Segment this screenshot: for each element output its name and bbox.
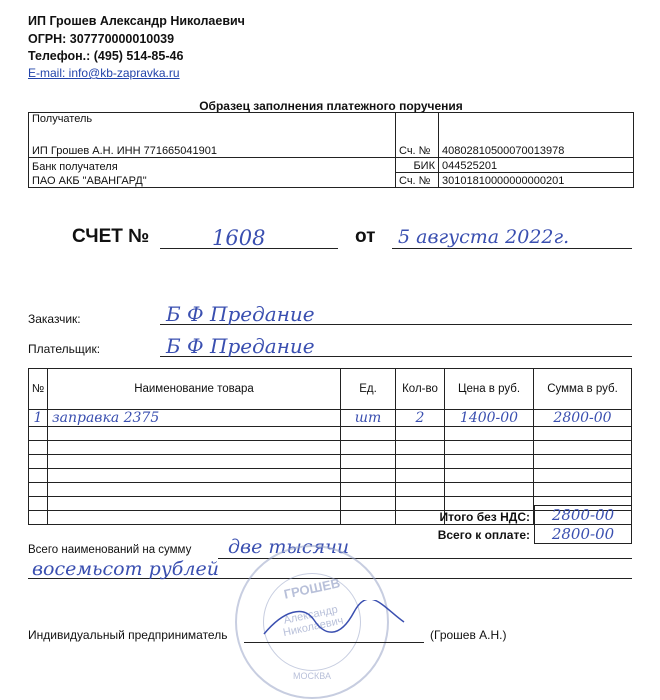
sum-words-value2: восемьсот рублей [32,558,219,580]
signature-line [244,628,424,643]
stamp-middle: Александр Николаевич [282,603,345,640]
account-label: Сч. № [396,127,439,158]
cell-number: 1 [29,410,48,427]
cell-qty: 2 [396,410,445,427]
sum-words-label: Всего наименований на сумму [28,544,192,556]
cell-name: заправка 2375 [48,410,341,427]
payment-form-title: Образец заполнения платежного поручения [199,99,463,113]
invoice-number: 1608 [212,226,266,250]
col-header-number: № [29,369,48,410]
col-header-sum: Сумма в руб. [534,369,632,410]
account-value: 40802810500070013978 [439,127,634,158]
items-table [28,368,632,525]
table-row [29,483,632,497]
table-row [29,441,632,455]
recipient-value: ИП Грошев А.Н. ИНН 771665041901 [29,127,396,158]
sum-words-value1: две тысячи [228,536,350,558]
col-header-name: Наименование товара [48,369,341,410]
table-row [29,410,632,427]
customer-line [160,304,632,325]
bik-value: 044525201 [439,158,634,173]
total-label: Всего к оплате: [437,528,530,542]
company-name: ИП Грошев Александр Николаевич [28,14,245,28]
bank-label: Банк получателя [29,158,396,173]
corr-label: Сч. № [396,173,439,188]
invoice-date-line [392,226,632,249]
bank-value: ПАО АКБ "АВАНГАРД" [29,173,396,188]
col-header-unit: Ед. [341,369,396,410]
col-header-price: Цена в руб. [445,369,534,410]
recipient-label: Получатель [29,113,396,128]
ogrn: ОГРН: 307770000010039 [28,32,175,46]
stamp-bottom: МОСКВА [293,671,331,681]
invoice-date: 5 августа 2022г. [398,226,570,248]
signature-label: Индивидуальный предприниматель [28,628,228,642]
total-no-vat-label: Итого без НДС: [439,510,530,524]
cell-price: 1400-00 [445,410,534,427]
stamp-top: ГРОШЕВ [282,575,342,602]
customer-value: Б Ф Предание [166,302,315,326]
cell-sum: 2800-00 [534,410,632,427]
signature-name: (Грошев А.Н.) [430,628,507,642]
total-no-vat-value: 2800-00 [534,505,632,525]
email-link[interactable]: E-mail: info@kb-zapravka.ru [28,66,180,80]
cell-unit: шт [341,410,396,427]
invoice-title: СЧЕТ № [72,226,150,247]
bik-label: БИК [396,158,439,173]
total-value: 2800-00 [534,524,632,544]
invoice-number-line [160,226,338,249]
payer-value: Б Ф Предание [166,334,315,358]
payer-line [160,336,632,357]
phone: Телефон.: (495) 514-85-46 [28,49,184,63]
customer-label: Заказчик: [28,312,81,326]
items-table-header [29,369,632,410]
table-row [29,469,632,483]
table-row [29,455,632,469]
col-header-qty: Кол-во [396,369,445,410]
table-row [29,427,632,441]
payer-label: Плательщик: [28,342,101,356]
invoice-from-label: от [355,226,376,247]
payment-form-table [28,112,634,188]
corr-value: 30101810000000000201 [439,173,634,188]
signature-scribble [244,600,424,640]
